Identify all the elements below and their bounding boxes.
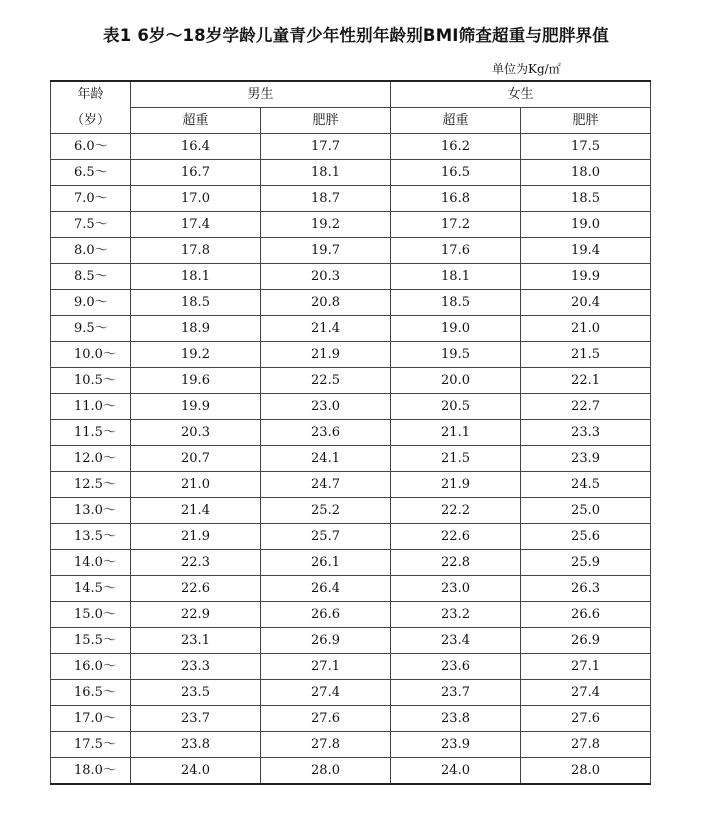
- female-obese-cell: 18.0: [521, 160, 651, 186]
- male-obese-cell: 27.1: [261, 654, 391, 680]
- table-row: [51, 420, 651, 446]
- female-overweight-cell: 23.8: [391, 706, 521, 732]
- age-cell: 6.5～: [51, 160, 131, 186]
- age-cell: 17.5～: [51, 732, 131, 758]
- age-cell: 15.0～: [51, 602, 131, 628]
- male-obese-cell: 20.8: [261, 290, 391, 316]
- table-row: [51, 758, 651, 785]
- age-cell: 7.0～: [51, 186, 131, 212]
- table-row: [51, 316, 651, 342]
- female-overweight-cell: 23.2: [391, 602, 521, 628]
- table-row: [51, 576, 651, 602]
- table-row: [51, 264, 651, 290]
- table-row: [51, 212, 651, 238]
- table-title: 表1 6岁～18岁学龄儿童青少年性别年龄别BMI筛查超重与肥胖界值: [103, 26, 609, 45]
- table-row: [51, 706, 651, 732]
- female-overweight-cell: 22.6: [391, 524, 521, 550]
- age-cell: 12.5～: [51, 472, 131, 498]
- male-overweight-cell: 20.7: [131, 446, 261, 472]
- female-overweight-cell: 19.0: [391, 316, 521, 342]
- table-row: [51, 472, 651, 498]
- male-overweight-cell: 22.9: [131, 602, 261, 628]
- female-obese-cell: 26.3: [521, 576, 651, 602]
- male-obese-cell: 18.1: [261, 160, 391, 186]
- male-overweight-cell: 17.8: [131, 238, 261, 264]
- header-male-overweight: 超重: [131, 108, 261, 134]
- male-overweight-cell: 22.6: [131, 576, 261, 602]
- male-obese-cell: 23.0: [261, 394, 391, 420]
- male-obese-cell: 19.7: [261, 238, 391, 264]
- male-overweight-cell: 21.0: [131, 472, 261, 498]
- male-obese-cell: 24.1: [261, 446, 391, 472]
- male-obese-cell: 18.7: [261, 186, 391, 212]
- male-obese-cell: 27.4: [261, 680, 391, 706]
- age-cell: 15.5～: [51, 628, 131, 654]
- table-row: [51, 186, 651, 212]
- male-overweight-cell: 21.4: [131, 498, 261, 524]
- male-obese-cell: 28.0: [261, 758, 391, 785]
- table-row: [51, 238, 651, 264]
- male-obese-cell: 25.2: [261, 498, 391, 524]
- table-row: [51, 368, 651, 394]
- male-obese-cell: 26.9: [261, 628, 391, 654]
- table-row: [51, 446, 651, 472]
- female-obese-cell: 23.9: [521, 446, 651, 472]
- female-overweight-cell: 23.9: [391, 732, 521, 758]
- male-overweight-cell: 23.7: [131, 706, 261, 732]
- table-row: [51, 680, 651, 706]
- female-overweight-cell: 23.7: [391, 680, 521, 706]
- female-obese-cell: 24.5: [521, 472, 651, 498]
- male-overweight-cell: 23.3: [131, 654, 261, 680]
- female-obese-cell: 20.4: [521, 290, 651, 316]
- female-obese-cell: 22.7: [521, 394, 651, 420]
- unit-label: 单位为Kg/㎡: [492, 62, 561, 76]
- male-obese-cell: 21.9: [261, 342, 391, 368]
- female-overweight-cell: 21.9: [391, 472, 521, 498]
- male-overweight-cell: 17.0: [131, 186, 261, 212]
- male-obese-cell: 26.4: [261, 576, 391, 602]
- female-overweight-cell: 19.5: [391, 342, 521, 368]
- female-overweight-cell: 18.5: [391, 290, 521, 316]
- female-obese-cell: 21.5: [521, 342, 651, 368]
- male-overweight-cell: 17.4: [131, 212, 261, 238]
- age-cell: 18.0～: [51, 758, 131, 785]
- table-row: [51, 602, 651, 628]
- male-overweight-cell: 19.6: [131, 368, 261, 394]
- age-cell: 8.5～: [51, 264, 131, 290]
- female-overweight-cell: 18.1: [391, 264, 521, 290]
- male-overweight-cell: 18.1: [131, 264, 261, 290]
- male-obese-cell: 19.2: [261, 212, 391, 238]
- header-row-category: [51, 108, 651, 134]
- age-cell: 9.0～: [51, 290, 131, 316]
- male-overweight-cell: 16.4: [131, 134, 261, 160]
- table-row: [51, 134, 651, 160]
- header-row-gender: [51, 81, 651, 108]
- age-cell: 10.5～: [51, 368, 131, 394]
- female-overweight-cell: 17.2: [391, 212, 521, 238]
- table-row: [51, 732, 651, 758]
- female-obese-cell: 18.5: [521, 186, 651, 212]
- male-overweight-cell: 18.9: [131, 316, 261, 342]
- male-obese-cell: 17.7: [261, 134, 391, 160]
- female-obese-cell: 27.8: [521, 732, 651, 758]
- bmi-table: [50, 80, 651, 785]
- age-cell: 13.5～: [51, 524, 131, 550]
- female-obese-cell: 26.9: [521, 628, 651, 654]
- female-overweight-cell: 24.0: [391, 758, 521, 785]
- male-obese-cell: 26.6: [261, 602, 391, 628]
- age-cell: 16.0～: [51, 654, 131, 680]
- female-obese-cell: 19.0: [521, 212, 651, 238]
- female-obese-cell: 25.6: [521, 524, 651, 550]
- female-overweight-cell: 17.6: [391, 238, 521, 264]
- age-cell: 14.5～: [51, 576, 131, 602]
- female-obese-cell: 26.6: [521, 602, 651, 628]
- female-overweight-cell: 22.8: [391, 550, 521, 576]
- female-obese-cell: 21.0: [521, 316, 651, 342]
- male-overweight-cell: 20.3: [131, 420, 261, 446]
- age-cell: 10.0～: [51, 342, 131, 368]
- male-obese-cell: 23.6: [261, 420, 391, 446]
- female-obese-cell: 17.5: [521, 134, 651, 160]
- table-row: [51, 524, 651, 550]
- female-obese-cell: 27.6: [521, 706, 651, 732]
- table-row: [51, 498, 651, 524]
- table-row: [51, 654, 651, 680]
- female-overweight-cell: 16.8: [391, 186, 521, 212]
- male-overweight-cell: 23.8: [131, 732, 261, 758]
- female-obese-cell: 19.9: [521, 264, 651, 290]
- table-row: [51, 394, 651, 420]
- female-overweight-cell: 16.5: [391, 160, 521, 186]
- age-cell: 14.0～: [51, 550, 131, 576]
- male-overweight-cell: 23.1: [131, 628, 261, 654]
- female-overweight-cell: 23.0: [391, 576, 521, 602]
- male-overweight-cell: 18.5: [131, 290, 261, 316]
- male-overweight-cell: 16.7: [131, 160, 261, 186]
- female-overweight-cell: 23.4: [391, 628, 521, 654]
- female-overweight-cell: 21.1: [391, 420, 521, 446]
- male-obese-cell: 21.4: [261, 316, 391, 342]
- male-obese-cell: 24.7: [261, 472, 391, 498]
- age-cell: 11.0～: [51, 394, 131, 420]
- female-obese-cell: 28.0: [521, 758, 651, 785]
- female-obese-cell: 23.3: [521, 420, 651, 446]
- age-cell: 9.5～: [51, 316, 131, 342]
- header-female: 女生: [391, 81, 651, 108]
- header-age-label: 年龄: [51, 81, 131, 108]
- male-obese-cell: 22.5: [261, 368, 391, 394]
- age-cell: 6.0～: [51, 134, 131, 160]
- male-obese-cell: 25.7: [261, 524, 391, 550]
- male-overweight-cell: 21.9: [131, 524, 261, 550]
- table-row: [51, 160, 651, 186]
- age-cell: 11.5～: [51, 420, 131, 446]
- age-cell: 12.0～: [51, 446, 131, 472]
- female-obese-cell: 27.4: [521, 680, 651, 706]
- age-cell: 17.0～: [51, 706, 131, 732]
- female-overweight-cell: 23.6: [391, 654, 521, 680]
- female-overweight-cell: 21.5: [391, 446, 521, 472]
- male-obese-cell: 26.1: [261, 550, 391, 576]
- male-obese-cell: 27.8: [261, 732, 391, 758]
- male-overweight-cell: 22.3: [131, 550, 261, 576]
- male-overweight-cell: 19.2: [131, 342, 261, 368]
- table-row: [51, 290, 651, 316]
- header-male-obese: 肥胖: [261, 108, 391, 134]
- female-overweight-cell: 20.5: [391, 394, 521, 420]
- table-body: [51, 134, 651, 785]
- age-cell: 16.5～: [51, 680, 131, 706]
- table-row: [51, 550, 651, 576]
- female-overweight-cell: 16.2: [391, 134, 521, 160]
- female-overweight-cell: 22.2: [391, 498, 521, 524]
- male-obese-cell: 27.6: [261, 706, 391, 732]
- female-overweight-cell: 20.0: [391, 368, 521, 394]
- male-overweight-cell: 23.5: [131, 680, 261, 706]
- table-row: [51, 342, 651, 368]
- age-cell: 8.0～: [51, 238, 131, 264]
- female-obese-cell: 22.1: [521, 368, 651, 394]
- female-obese-cell: 27.1: [521, 654, 651, 680]
- table-row: [51, 628, 651, 654]
- male-obese-cell: 20.3: [261, 264, 391, 290]
- male-overweight-cell: 24.0: [131, 758, 261, 785]
- header-male: 男生: [131, 81, 391, 108]
- female-obese-cell: 25.9: [521, 550, 651, 576]
- age-cell: 13.0～: [51, 498, 131, 524]
- male-overweight-cell: 19.9: [131, 394, 261, 420]
- header-female-obese: 肥胖: [521, 108, 651, 134]
- female-obese-cell: 25.0: [521, 498, 651, 524]
- female-obese-cell: 19.4: [521, 238, 651, 264]
- age-cell: 7.5～: [51, 212, 131, 238]
- header-female-overweight: 超重: [391, 108, 521, 134]
- header-age-unit: （岁）: [51, 108, 131, 134]
